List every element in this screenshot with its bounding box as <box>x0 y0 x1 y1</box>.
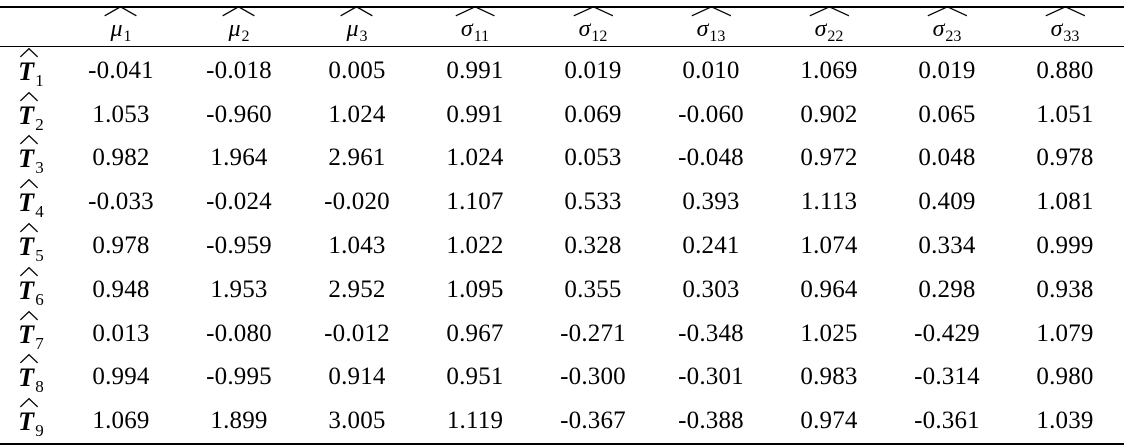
hat-accent <box>1045 5 1086 17</box>
table-row <box>0 268 1124 312</box>
estimates-table <box>0 6 1124 445</box>
table-cell: 2.952 <box>328 275 386 303</box>
table-cell: -0.314 <box>914 363 980 391</box>
hat-accent <box>20 222 38 233</box>
row-symbol-letter: T <box>18 188 35 218</box>
row-label <box>0 312 62 356</box>
table-cell: 0.013 <box>92 319 150 347</box>
row-symbol-letter: T <box>18 232 35 262</box>
table-row <box>0 356 1124 400</box>
column-header <box>770 7 888 47</box>
column-symbol-letter: σ <box>932 16 945 42</box>
column-header <box>534 7 652 47</box>
column-symbol-subscript: 3 <box>359 28 368 45</box>
column-symbol-subscript: 13 <box>709 28 726 45</box>
table-cell: 0.978 <box>1036 144 1094 172</box>
table-cell: 0.964 <box>800 275 858 303</box>
row-symbol <box>18 53 44 89</box>
column-header <box>1006 7 1124 47</box>
row-symbol-letter: T <box>18 100 35 130</box>
column-symbol <box>110 9 131 45</box>
table-cell: 0.902 <box>800 100 858 128</box>
table-cell: -0.033 <box>88 188 154 216</box>
table-cell: 0.298 <box>918 275 976 303</box>
row-symbol <box>18 184 44 220</box>
table-cell: 0.938 <box>1036 275 1094 303</box>
column-header <box>180 7 298 47</box>
table-cell: 1.069 <box>92 407 150 435</box>
table-cell: 1.113 <box>800 188 858 216</box>
column-symbol-letter: σ <box>578 16 591 42</box>
column-symbol-letter: σ <box>814 16 827 42</box>
row-symbol-subscript: 3 <box>35 158 44 178</box>
column-symbol-subscript: 12 <box>591 28 608 45</box>
table-cell: 0.019 <box>564 56 622 84</box>
hat-accent <box>222 5 255 17</box>
table-cell: 1.053 <box>92 100 150 128</box>
table-cell: 1.119 <box>446 407 504 435</box>
table-cell: 1.043 <box>328 232 386 260</box>
table-cell: -0.367 <box>560 407 626 435</box>
table-cell: -0.301 <box>678 363 744 391</box>
table-row <box>0 93 1124 137</box>
table-cell: 0.065 <box>918 100 976 128</box>
header-row <box>0 7 1124 47</box>
table-cell: 1.024 <box>446 144 504 172</box>
table-cell: -0.959 <box>206 232 272 260</box>
row-symbol-letter: T <box>18 363 35 393</box>
estimates-table-container <box>0 6 1124 445</box>
column-symbol-subscript: 22 <box>827 28 844 45</box>
table-cell: 0.951 <box>446 363 504 391</box>
row-symbol <box>18 97 44 133</box>
table-cell: 0.994 <box>92 363 150 391</box>
hat-accent <box>573 5 614 17</box>
table-cell: -0.388 <box>678 407 744 435</box>
table-cell: 0.999 <box>1036 232 1094 260</box>
table-cell: 0.019 <box>918 56 976 84</box>
table-cell: 0.982 <box>92 144 150 172</box>
column-symbol-subscript: 23 <box>945 28 962 45</box>
table-cell: 0.334 <box>918 232 976 260</box>
table-cell: 0.010 <box>682 56 740 84</box>
table-cell: 1.899 <box>210 407 268 435</box>
table-cell: 0.983 <box>800 363 858 391</box>
table-cell: 0.069 <box>564 100 622 128</box>
table-cell: 0.948 <box>92 275 150 303</box>
table-cell: 0.409 <box>918 188 976 216</box>
row-symbol <box>18 316 44 352</box>
column-symbol-letter: μ <box>346 16 359 42</box>
column-symbol <box>815 9 844 45</box>
table-row <box>0 224 1124 268</box>
column-header <box>298 7 416 47</box>
row-symbol <box>18 140 44 176</box>
row-symbol <box>18 359 44 395</box>
hat-accent <box>809 5 850 17</box>
table-cell: 0.880 <box>1036 56 1094 84</box>
row-symbol-letter: T <box>18 275 35 305</box>
table-row <box>0 180 1124 224</box>
row-symbol-subscript: 7 <box>35 333 44 353</box>
row-symbol-subscript: 6 <box>35 289 44 309</box>
table-cell: 0.974 <box>800 407 858 435</box>
table-cell: -0.361 <box>914 407 980 435</box>
column-symbol-subscript: 11 <box>473 28 490 45</box>
column-symbol-letter: μ <box>110 16 123 42</box>
row-label <box>0 93 62 137</box>
table-cell: -0.018 <box>206 56 272 84</box>
row-symbol-subscript: 8 <box>35 377 44 397</box>
table-cell: 1.025 <box>800 319 858 347</box>
table-cell: -0.020 <box>324 188 390 216</box>
table-row <box>0 47 1124 93</box>
row-symbol-subscript: 1 <box>35 70 44 90</box>
column-symbol-subscript: 33 <box>1063 28 1080 45</box>
table-cell: -0.041 <box>88 56 154 84</box>
row-symbol-letter: T <box>18 319 35 349</box>
table-cell: 1.107 <box>446 188 504 216</box>
column-header <box>652 7 770 47</box>
table-cell: -0.048 <box>678 144 744 172</box>
table-cell: 0.533 <box>564 188 622 216</box>
table-cell: 0.048 <box>918 144 976 172</box>
table-cell: -0.271 <box>560 319 626 347</box>
table-cell: -0.960 <box>206 100 272 128</box>
table-cell: 0.980 <box>1036 363 1094 391</box>
column-symbol-subscript: 1 <box>123 28 132 45</box>
row-symbol <box>18 272 44 308</box>
hat-accent <box>20 310 38 321</box>
table-cell: 0.972 <box>800 144 858 172</box>
table-cell: 0.991 <box>446 56 504 84</box>
row-label <box>0 224 62 268</box>
table-cell: -0.995 <box>206 363 272 391</box>
table-cell: 0.005 <box>328 56 386 84</box>
table-cell: 0.978 <box>92 232 150 260</box>
table-cell: 1.039 <box>1036 407 1094 435</box>
column-symbol <box>461 9 489 45</box>
table-cell: -0.429 <box>914 319 980 347</box>
row-symbol-letter: T <box>18 144 35 174</box>
table-cell: 1.095 <box>446 275 504 303</box>
table-row <box>0 137 1124 181</box>
row-label <box>0 356 62 400</box>
column-header <box>416 7 534 47</box>
table-cell: 0.991 <box>446 100 504 128</box>
hat-accent <box>455 5 495 17</box>
table-cell: 0.241 <box>682 232 740 260</box>
column-header <box>62 7 180 47</box>
table-cell: 0.303 <box>682 275 740 303</box>
table-cell: 1.081 <box>1036 188 1094 216</box>
hat-accent <box>340 5 373 17</box>
table-cell: 1.069 <box>800 56 858 84</box>
hat-accent <box>20 178 38 189</box>
table-cell: 0.328 <box>564 232 622 260</box>
table-cell: 1.024 <box>328 100 386 128</box>
hat-accent <box>20 91 38 102</box>
row-label <box>0 399 62 444</box>
column-symbol-letter: μ <box>228 16 241 42</box>
column-symbol-letter: σ <box>696 16 709 42</box>
hat-accent <box>20 47 38 58</box>
table-body <box>0 47 1124 445</box>
hat-accent <box>927 5 968 17</box>
column-symbol-letter: σ <box>460 16 473 42</box>
column-symbol-letter: σ <box>1050 16 1063 42</box>
table-cell: -0.348 <box>678 319 744 347</box>
table-row <box>0 399 1124 444</box>
table-cell: -0.060 <box>678 100 744 128</box>
hat-accent <box>20 134 38 145</box>
table-cell: 2.961 <box>328 144 386 172</box>
table-cell: 1.051 <box>1036 100 1094 128</box>
column-symbol-subscript: 2 <box>241 28 250 45</box>
table-cell: -0.300 <box>560 363 626 391</box>
hat-accent <box>20 266 38 277</box>
row-label <box>0 47 62 93</box>
table-cell: -0.024 <box>206 188 272 216</box>
column-header <box>888 7 1006 47</box>
column-symbol <box>228 9 249 45</box>
row-symbol-subscript: 2 <box>35 114 44 134</box>
table-cell: -0.012 <box>324 319 390 347</box>
table-cell: 0.355 <box>564 275 622 303</box>
column-symbol <box>933 9 962 45</box>
row-symbol <box>18 403 44 439</box>
hat-accent <box>20 397 38 408</box>
row-symbol-subscript: 5 <box>35 246 44 266</box>
row-label <box>0 137 62 181</box>
table-cell: 1.022 <box>446 232 504 260</box>
row-label <box>0 268 62 312</box>
table-cell: 3.005 <box>328 407 386 435</box>
corner-cell <box>0 7 62 47</box>
row-symbol-letter: T <box>18 56 35 86</box>
row-symbol-letter: T <box>18 407 35 437</box>
table-cell: -0.080 <box>206 319 272 347</box>
table-cell: 0.393 <box>682 188 740 216</box>
table-cell: 0.914 <box>328 363 386 391</box>
row-label <box>0 180 62 224</box>
hat-accent <box>20 353 38 364</box>
column-symbol <box>579 9 608 45</box>
hat-accent <box>104 5 137 17</box>
table-cell: 1.079 <box>1036 319 1094 347</box>
table-row <box>0 312 1124 356</box>
row-symbol-subscript: 9 <box>35 421 44 441</box>
row-symbol <box>18 228 44 264</box>
table-cell: 1.953 <box>210 275 268 303</box>
column-symbol <box>346 9 367 45</box>
column-symbol <box>697 9 726 45</box>
table-cell: 1.074 <box>800 232 858 260</box>
hat-accent <box>691 5 732 17</box>
table-cell: 0.053 <box>564 144 622 172</box>
table-cell: 1.964 <box>210 144 268 172</box>
row-symbol-subscript: 4 <box>35 202 44 222</box>
table-cell: 0.967 <box>446 319 504 347</box>
column-symbol <box>1051 9 1080 45</box>
